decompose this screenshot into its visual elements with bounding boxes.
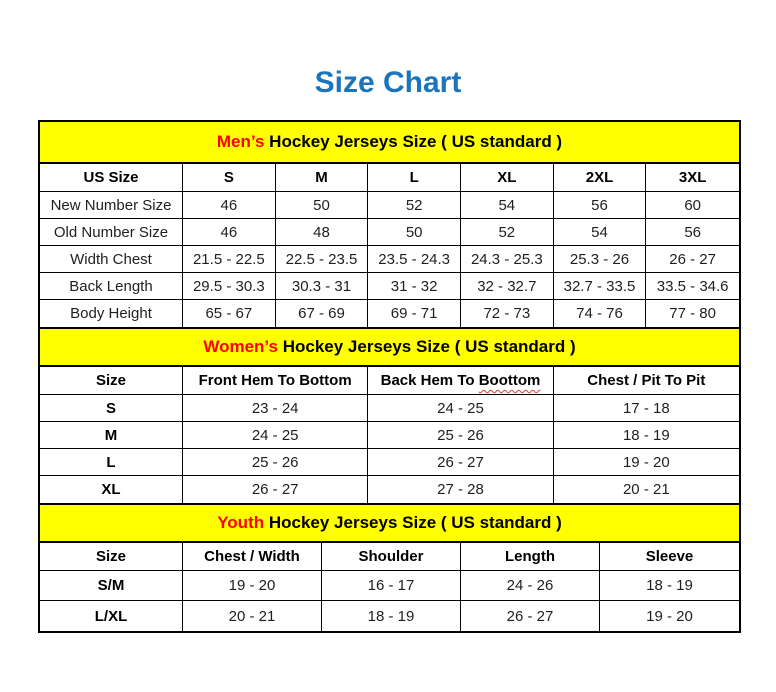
- mens-heading-text: Hockey Jerseys Size ( US standard ): [269, 132, 563, 151]
- table-cell: 50: [368, 219, 461, 246]
- youth-heading-text: Hockey Jerseys Size ( US standard ): [268, 513, 562, 532]
- column-header: US Size: [40, 164, 183, 192]
- womens-grid: [40, 367, 739, 503]
- row-label: New Number Size: [40, 192, 183, 219]
- column-header-misspelled: [368, 367, 553, 395]
- table-cell: 24.3 - 25.3: [461, 246, 554, 273]
- table-cell: 65 - 67: [183, 300, 276, 327]
- row-label: S/M: [40, 571, 183, 601]
- table-cell: 54: [461, 192, 554, 219]
- column-header: M: [276, 164, 369, 192]
- column-header: Chest / Pit To Pit: [554, 367, 739, 395]
- table-cell: 72 - 73: [461, 300, 554, 327]
- table-cell: 60: [646, 192, 739, 219]
- youth-size-table: [38, 503, 741, 633]
- table-cell: 52: [461, 219, 554, 246]
- womens-heading-text: Hockey Jerseys Size ( US standard ): [282, 337, 576, 356]
- table-cell: 25.3 - 26: [554, 246, 647, 273]
- table-cell: 24 - 25: [183, 422, 368, 449]
- column-header-text: Back Hem To: [380, 372, 475, 389]
- table-cell: 27 - 28: [368, 476, 553, 503]
- womens-heading-highlight: Women’s: [203, 337, 278, 356]
- column-header: 2XL: [554, 164, 647, 192]
- table-cell: 25 - 26: [183, 449, 368, 476]
- row-label: Body Height: [40, 300, 183, 327]
- table-cell: 26 - 27: [183, 476, 368, 503]
- table-cell: 19 - 20: [646, 607, 693, 625]
- row-label: Width Chest: [40, 246, 183, 273]
- table-cell: 18 - 19: [600, 571, 739, 601]
- row-label: Old Number Size: [40, 219, 183, 246]
- table-cell: 17 - 18: [554, 395, 739, 422]
- table-cell: 18 - 19: [554, 422, 739, 449]
- table-cell: 26 - 27: [461, 601, 600, 631]
- column-header: Sleeve: [600, 543, 739, 571]
- youth-heading-highlight: Youth: [217, 513, 265, 532]
- womens-section-header: [40, 329, 739, 367]
- table-cell: 32 - 32.7: [461, 273, 554, 300]
- table-cell: 19 - 20: [183, 571, 322, 601]
- table-cell: 46: [183, 192, 276, 219]
- table-cell: 74 - 76: [554, 300, 647, 327]
- mens-size-table: [38, 120, 741, 329]
- table-cell: 56: [554, 192, 647, 219]
- page-title: Size Chart: [314, 66, 462, 99]
- row-label: L/XL: [40, 601, 183, 631]
- table-cell: 25 - 26: [368, 422, 553, 449]
- table-cell: 16 - 17: [322, 571, 461, 601]
- table-cell: 18 - 19: [322, 601, 461, 631]
- table-cell: 30.3 - 31: [276, 273, 369, 300]
- column-header: S: [183, 164, 276, 192]
- table-cell: 19 - 20: [554, 449, 739, 476]
- column-header: Shoulder: [322, 543, 461, 571]
- womens-size-table: [38, 327, 741, 505]
- column-header: Chest / Width: [183, 543, 322, 571]
- table-cell: 48: [276, 219, 369, 246]
- column-header: Front Hem To Bottom: [183, 367, 368, 395]
- mens-heading-highlight: Men’s: [216, 132, 265, 151]
- table-cell: 26 - 27: [646, 246, 739, 273]
- table-cell: 54: [554, 219, 647, 246]
- misspelled-word: Boottom: [478, 372, 541, 389]
- table-cell: 33.5 - 34.6: [646, 273, 739, 300]
- table-cell: 20 - 21: [622, 481, 670, 498]
- column-header: Length: [461, 543, 600, 571]
- table-cell: 77 - 80: [669, 305, 716, 322]
- table-cell: 52: [368, 192, 461, 219]
- row-label: Back Length: [40, 273, 183, 300]
- column-header: Size: [40, 543, 183, 571]
- table-cell: 31 - 32: [368, 273, 461, 300]
- column-header: 3XL: [646, 164, 739, 192]
- row-label: S: [40, 395, 183, 422]
- table-cell: 67 - 69: [276, 300, 369, 327]
- table-cell: 32.7 - 33.5: [554, 273, 647, 300]
- mens-section-header: [40, 122, 739, 164]
- table-cell: 24 - 26: [461, 571, 600, 601]
- table-cell: 50: [276, 192, 369, 219]
- size-chart-tables: [38, 120, 741, 633]
- mens-grid: [40, 164, 739, 327]
- table-cell: 56: [646, 219, 739, 246]
- column-header: L: [368, 164, 461, 192]
- table-cell: 26 - 27: [368, 449, 553, 476]
- table-cell: 69 - 71: [368, 300, 461, 327]
- table-cell: 21.5 - 22.5: [183, 246, 276, 273]
- table-cell: 24 - 25: [368, 395, 553, 422]
- table-cell: 23 - 24: [183, 395, 368, 422]
- row-label: L: [40, 449, 183, 476]
- row-label: XL: [40, 476, 183, 503]
- table-cell: 46: [183, 219, 276, 246]
- column-header: XL: [461, 164, 554, 192]
- column-header: Size: [40, 367, 183, 395]
- table-cell: 23.5 - 24.3: [368, 246, 461, 273]
- table-cell: 29.5 - 30.3: [183, 273, 276, 300]
- table-cell: 22.5 - 23.5: [276, 246, 369, 273]
- row-label: M: [40, 422, 183, 449]
- youth-grid: [40, 543, 739, 631]
- youth-section-header: [40, 505, 739, 543]
- table-cell: 20 - 21: [183, 601, 322, 631]
